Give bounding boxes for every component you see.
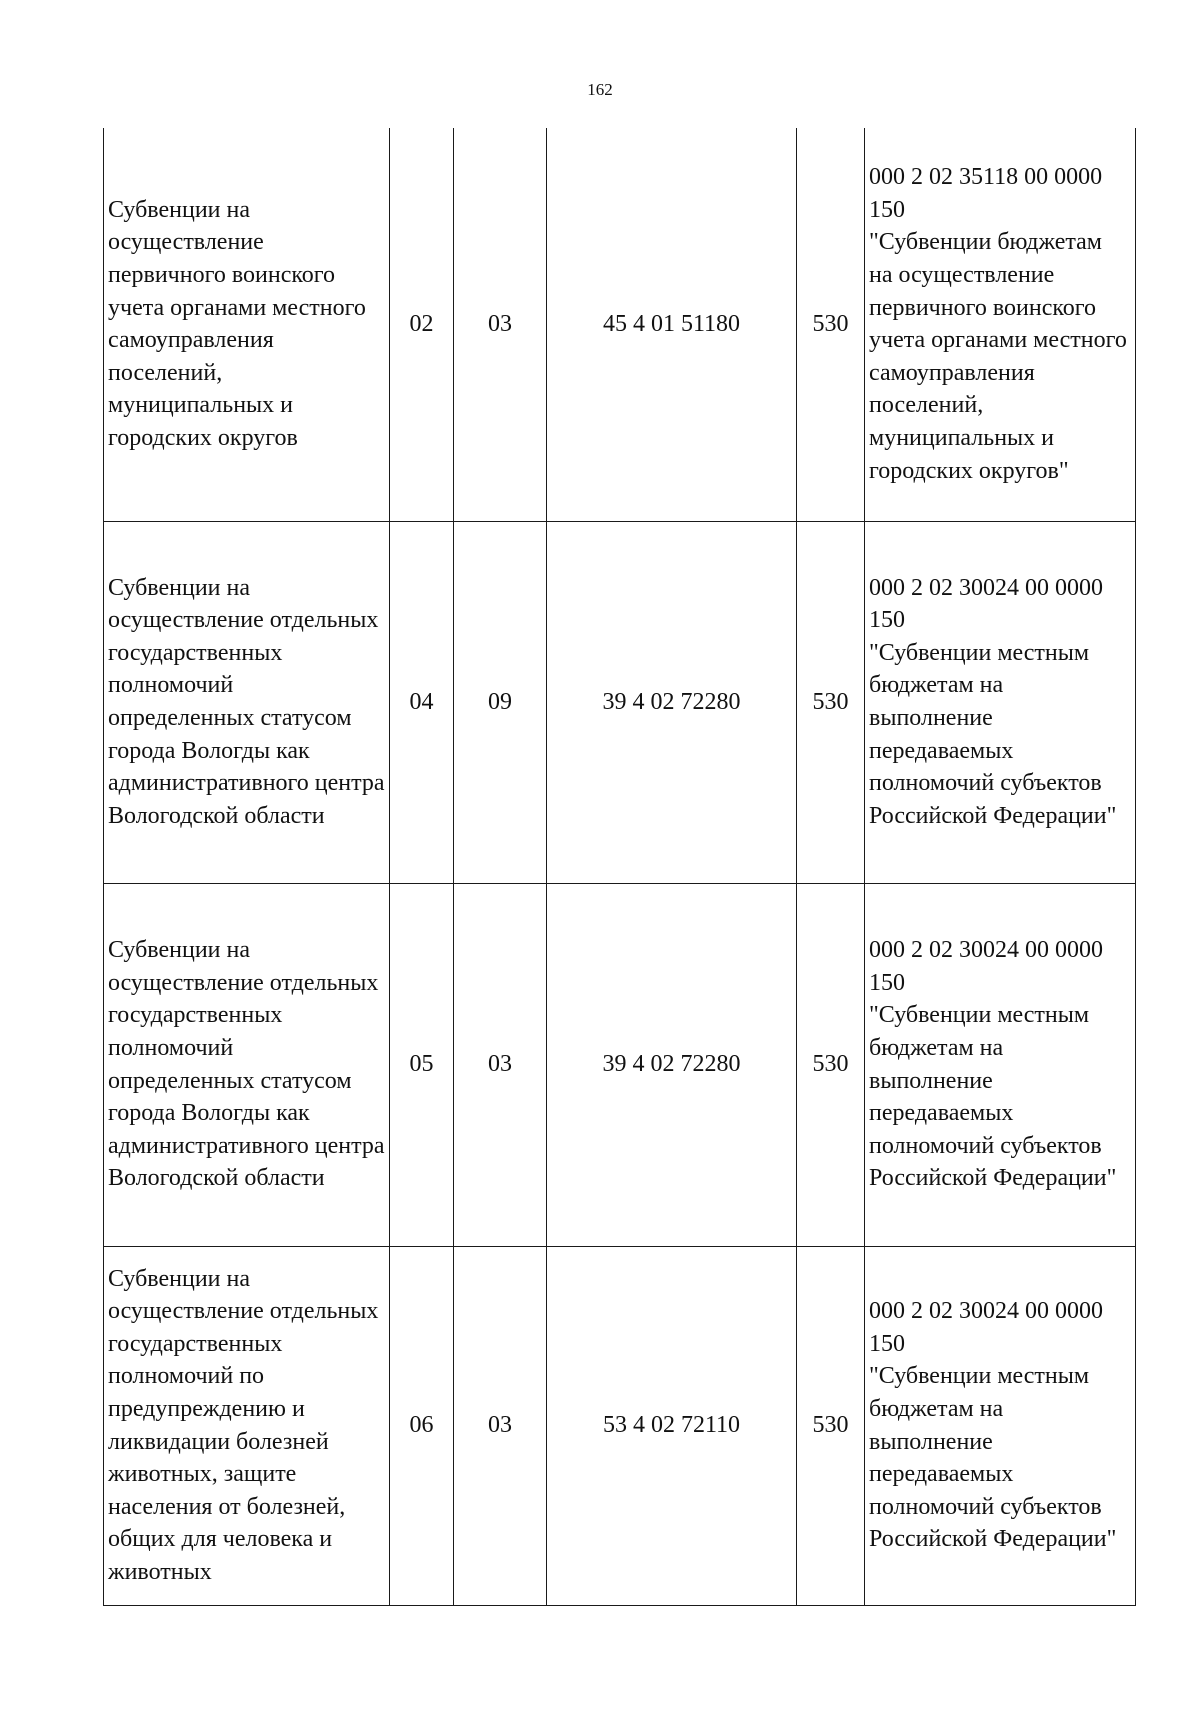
row-name-cell: Субвенции на осуществление отдельных государственных полномочий определенных статусом города Вологды как административного центра Вологодской области [104,883,390,1246]
revenue-code-number: 000 2 02 35118 00 0000 150 [869,164,1103,223]
target-article-cell: 53 4 02 72110 [547,1246,797,1605]
target-article-cell: 39 4 02 72280 [547,883,797,1246]
expense-type-cell: 530 [797,521,865,883]
row-name-cell: Субвенции на осуществление первичного воинского учета органами местного самоуправления поселений, муниципальных и городских округов [104,128,390,521]
revenue-code-number: 000 2 02 30024 00 0000 150 [869,574,1103,634]
revenue-code-cell [865,521,1136,883]
expense-type-cell: 530 [797,883,865,1246]
target-article-cell: 45 4 01 51180 [547,128,797,521]
revenue-code-description: "Субвенции местным бюджетам на выполнение передаваемых полномочий субъектов Российской Федерации" [869,639,1117,829]
section-cell: 04 [390,521,454,883]
row-name-cell: Субвенции на осуществление отдельных государственных полномочий определенных статусом города Вологды как административного центра Вологодской области [104,521,390,883]
revenue-code-description: "Субвенции местным бюджетам на выполнение передаваемых полномочий субъектов Российской Федерации" [869,1363,1117,1553]
revenue-code-number: 000 2 02 30024 00 0000 150 [869,1298,1103,1357]
subsection-cell: 09 [454,521,547,883]
revenue-code-cell [865,1246,1136,1605]
expense-type-cell: 530 [797,1246,865,1605]
page-number: 162 [587,80,613,99]
row-name-cell: Субвенции на осуществление отдельных государственных полномочий по предупреждению и ликвидации болезней животных, защите населения от болезней, общих для человека и животных [104,1246,390,1605]
table-row [104,521,1136,883]
section-cell: 05 [390,883,454,1246]
table-row [104,1246,1136,1605]
section-cell: 02 [390,128,454,521]
subventions-table [103,128,1136,1606]
revenue-code-cell [865,128,1136,521]
subsection-cell: 03 [454,883,547,1246]
expense-type-cell: 530 [797,128,865,521]
subsection-cell: 03 [454,1246,547,1605]
table-row [104,883,1136,1246]
section-cell: 06 [390,1246,454,1605]
revenue-code-number: 000 2 02 30024 00 0000 150 [869,937,1103,996]
target-article-cell: 39 4 02 72280 [547,521,797,883]
table-row [104,128,1136,521]
revenue-code-description: "Субвенции бюджетам на осуществление первичного воинского учета органами местного самоуправления поселений, муниципальных и городских округов" [869,229,1127,484]
revenue-code-description: "Субвенции местным бюджетам на выполнение передаваемых полномочий субъектов Российской Федерации" [869,1002,1117,1192]
subsection-cell: 03 [454,128,547,521]
revenue-code-cell [865,883,1136,1246]
